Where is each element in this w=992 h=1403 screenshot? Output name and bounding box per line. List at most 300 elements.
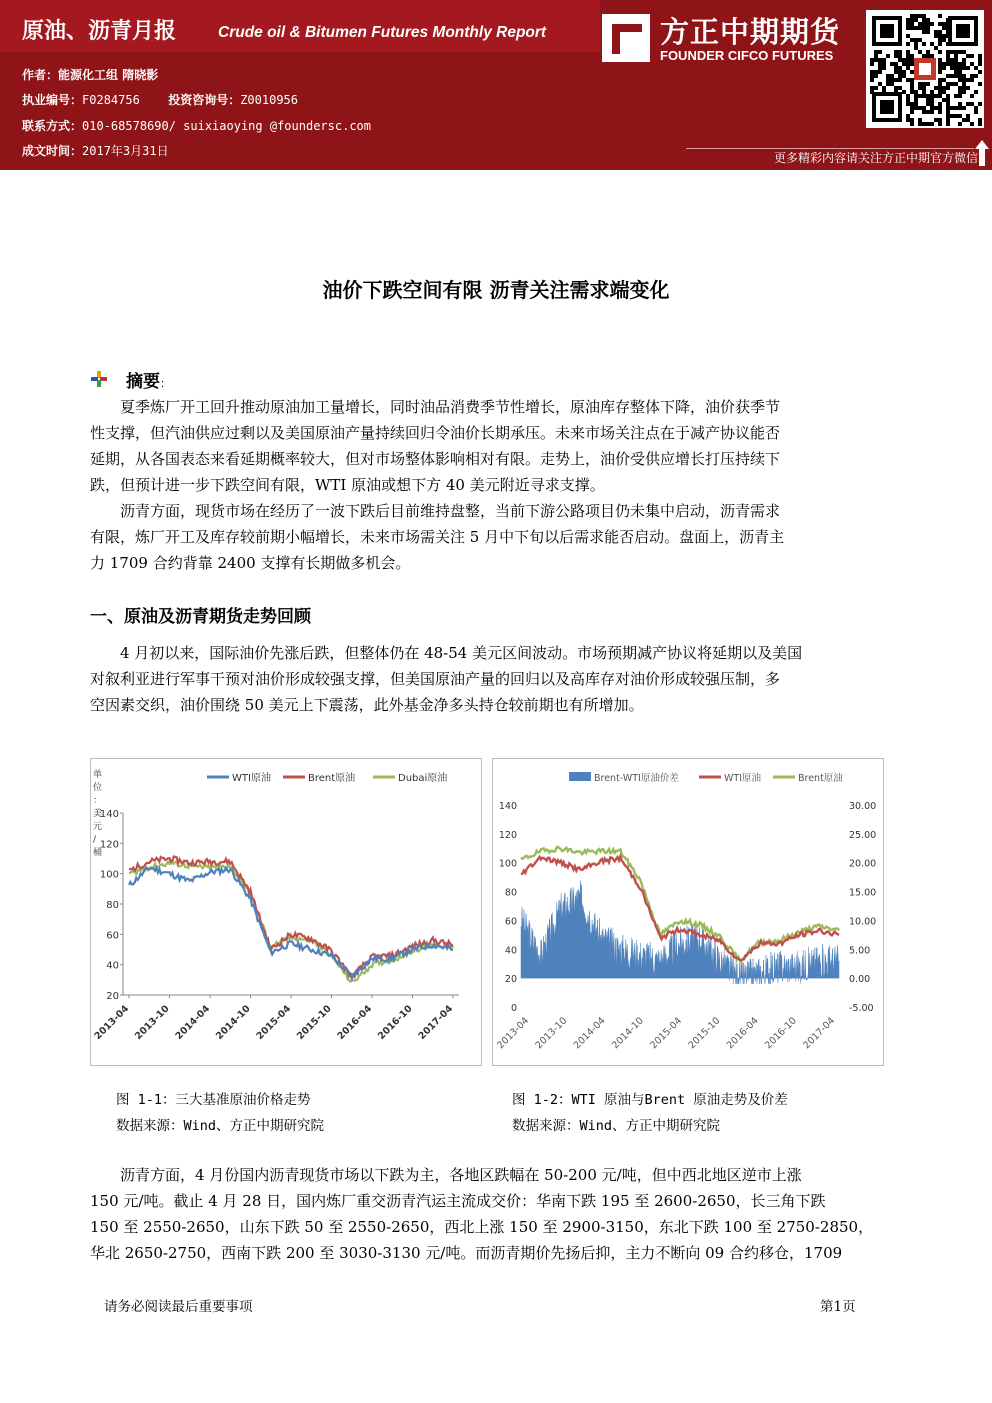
- qr-module: [938, 66, 942, 70]
- author-value: 能源化工组 隋晓影: [58, 68, 159, 82]
- qr-module: [978, 54, 982, 58]
- y-axis-label-char: 位: [93, 783, 103, 793]
- qr-module: [942, 22, 946, 26]
- y2-tick-label: -5.00: [849, 1003, 874, 1014]
- qr-module: [918, 38, 922, 42]
- qr-module: [874, 74, 878, 78]
- qr-module: [942, 98, 946, 102]
- figure-1-source: 数据来源：Wind、方正中期研究院: [116, 1118, 325, 1134]
- qr-module: [946, 122, 950, 126]
- qr-module: [930, 54, 934, 58]
- qr-module: [938, 14, 942, 18]
- qr-module: [946, 58, 950, 62]
- qr-module: [962, 106, 966, 110]
- qr-module: [898, 86, 902, 90]
- qr-module: [890, 62, 894, 66]
- qr-module: [938, 86, 942, 90]
- qr-module: [922, 86, 926, 90]
- qr-module: [910, 54, 914, 58]
- figure-1-caption: 图 1-1：三大基准原油价格走势: [116, 1092, 311, 1108]
- x-tick-label: 2015-04: [254, 1003, 294, 1042]
- qr-module: [946, 86, 950, 90]
- y-tick-label: 60: [504, 916, 517, 928]
- qr-module: [918, 118, 922, 122]
- qr-module: [958, 94, 962, 98]
- legend-label: Dubai原油: [398, 773, 448, 784]
- logo-text-cn: 方正中期期货: [660, 15, 841, 49]
- qr-module: [894, 86, 898, 90]
- qr-module: [870, 62, 874, 66]
- qr-module: [910, 122, 914, 126]
- qr-module: [922, 90, 926, 94]
- qr-module: [954, 114, 958, 118]
- qr-module: [926, 82, 930, 86]
- y-tick-label: 60: [106, 930, 119, 942]
- qr-module: [894, 78, 898, 82]
- qr-module: [954, 74, 958, 78]
- x-tick-label: 2014-10: [214, 1003, 253, 1042]
- qr-module: [906, 26, 910, 30]
- qr-module: [958, 66, 962, 70]
- date-label: 成文时间：: [22, 144, 83, 158]
- qr-module: [938, 50, 942, 54]
- qr-module: [934, 106, 938, 110]
- date-line: [22, 142, 169, 159]
- qr-module: [934, 30, 938, 34]
- qr-module: [922, 18, 926, 22]
- qr-module: [894, 70, 898, 74]
- qr-module: [978, 102, 982, 106]
- qr-module: [870, 86, 874, 90]
- qr-module: [910, 14, 914, 18]
- qr-module: [950, 74, 954, 78]
- qr-module: [978, 82, 982, 86]
- qr-module: [938, 38, 942, 42]
- qr-module: [874, 58, 878, 62]
- qr-module: [906, 118, 910, 122]
- qr-module: [962, 82, 966, 86]
- qr-module: [902, 74, 906, 78]
- qr-module: [918, 82, 922, 86]
- qr-module: [882, 62, 886, 66]
- qr-module: [874, 54, 878, 58]
- y-tick-label: 120: [498, 829, 517, 841]
- y2-tick-label: 15.00: [849, 887, 877, 899]
- qr-module: [974, 66, 978, 70]
- text-line: 4 月初以来，国际油价先涨后跌，但整体仍在 48-54 美元区间波动。市场预期减产协议将延期以及美国: [120, 644, 803, 662]
- logo-text-en: FOUNDER CIFCO FUTURES: [660, 48, 834, 63]
- qr-module: [958, 122, 962, 126]
- qr-module: [914, 38, 918, 42]
- y-tick-label: 80: [106, 900, 119, 911]
- qr-module: [870, 70, 874, 74]
- qr-module: [930, 122, 934, 126]
- chart-2-svg: [493, 759, 883, 1065]
- y-axis-label-char: 元: [93, 822, 103, 832]
- qr-module: [962, 86, 966, 90]
- y-tick-label: 40: [106, 960, 119, 972]
- qr-module: [922, 30, 926, 34]
- qr-module: [870, 78, 874, 82]
- qr-module: [946, 30, 950, 34]
- qr-module: [938, 94, 942, 98]
- qr-module: [938, 62, 942, 66]
- qr-module: [934, 46, 938, 50]
- x-tick-label: 2014-04: [173, 1003, 213, 1042]
- qr-module: [958, 102, 962, 106]
- report-header: [0, 0, 992, 170]
- qr-module: [894, 66, 898, 70]
- qr-module: [954, 106, 958, 110]
- qr-module: [926, 22, 930, 26]
- qr-module: [906, 42, 910, 46]
- qr-module: [946, 114, 950, 118]
- contact-line: [22, 117, 371, 134]
- qr-module: [978, 118, 982, 122]
- wechat-qr-code: [866, 10, 984, 128]
- x-tick-label: 2016-10: [376, 1003, 415, 1042]
- qr-module: [926, 94, 930, 98]
- qr-module: [958, 50, 962, 54]
- contact-label: 联系方式：: [22, 119, 83, 133]
- qr-module: [934, 94, 938, 98]
- qr-module: [942, 34, 946, 38]
- qr-module: [966, 118, 970, 122]
- qr-module: [974, 110, 978, 114]
- qr-module: [942, 26, 946, 30]
- qr-module: [918, 22, 922, 26]
- qr-module: [946, 18, 950, 22]
- qr-module: [894, 54, 898, 58]
- qr-module: [930, 90, 934, 94]
- qr-module: [946, 118, 950, 122]
- legend-label: WTI原油: [232, 773, 271, 784]
- section-1-heading: 一、原油及沥青期货走势回顾: [90, 607, 311, 627]
- qr-module: [878, 62, 882, 66]
- qr-module: [962, 74, 966, 78]
- qr-module: [918, 50, 922, 54]
- qr-module: [922, 14, 926, 18]
- qr-module: [950, 50, 954, 54]
- y-axis-label-char: 美: [93, 809, 103, 819]
- qr-module: [902, 62, 906, 66]
- qr-module: [910, 18, 914, 22]
- qr-module: [922, 26, 926, 30]
- qr-module: [918, 122, 922, 126]
- qr-module: [934, 118, 938, 122]
- qr-module: [922, 106, 926, 110]
- y2-tick-label: 0.00: [849, 974, 871, 986]
- qr-module: [890, 82, 894, 86]
- qr-module: [954, 62, 958, 66]
- qr-module: [962, 118, 966, 122]
- company-logo: [602, 14, 862, 70]
- qr-module: [902, 90, 906, 94]
- qr-module: [970, 54, 974, 58]
- qr-module: [950, 114, 954, 118]
- legend-label: WTI原油: [724, 773, 761, 784]
- qr-module: [942, 86, 946, 90]
- qr-module: [874, 86, 878, 90]
- qr-module: [898, 66, 902, 70]
- qr-module: [942, 62, 946, 66]
- qr-module: [914, 26, 918, 30]
- qr-module: [894, 90, 898, 94]
- qr-module: [958, 114, 962, 118]
- y-axis-label-char: 单: [93, 770, 103, 780]
- qr-module: [914, 102, 918, 106]
- qr-module: [938, 42, 942, 46]
- qr-module: [966, 86, 970, 90]
- qr-module: [946, 74, 950, 78]
- qr-module: [918, 94, 922, 98]
- qr-module: [946, 34, 950, 38]
- text-line: 夏季炼厂开工回升推动原油加工量增长，同时油品消费季节性增长，原油库存整体下降，油价获季节: [120, 398, 781, 416]
- qr-module: [942, 78, 946, 82]
- x-tick-label: 2015-10: [686, 1015, 723, 1052]
- qr-module: [890, 74, 894, 78]
- follow-wechat-text: 更多精彩内容请关注方正中期官方微信: [773, 151, 978, 165]
- y-axis-label-char: 桶: [93, 848, 103, 858]
- qr-module: [926, 110, 930, 114]
- qr-module: [898, 50, 902, 54]
- qr-module: [910, 26, 914, 30]
- qr-module: [922, 54, 926, 58]
- qr-module: [906, 94, 910, 98]
- qr-module: [946, 42, 950, 46]
- chart-crude-benchmarks: [90, 758, 482, 1066]
- qr-module: [882, 66, 886, 70]
- qr-module: [926, 98, 930, 102]
- qr-module: [906, 98, 910, 102]
- qr-module: [946, 110, 950, 114]
- qr-module: [926, 54, 930, 58]
- y-tick-label: 140: [99, 809, 119, 820]
- qr-module: [954, 50, 958, 54]
- qr-module: [954, 58, 958, 62]
- qr-module: [962, 58, 966, 62]
- qr-module: [898, 54, 902, 58]
- text-line: 华北 2650-2750，西南下跌 200 至 3030-3130 元/吨。而沥青期价先扬后抑，主力不断向 09 合约移仓，1709: [90, 1244, 843, 1262]
- qr-module: [938, 78, 942, 82]
- qr-module: [966, 54, 970, 58]
- qr-module: [930, 42, 934, 46]
- qr-module: [922, 82, 926, 86]
- qr-module: [906, 78, 910, 82]
- series-line-WTI原油: [129, 868, 453, 979]
- qr-module: [870, 90, 874, 94]
- qr-module: [974, 106, 978, 110]
- qr-module: [946, 26, 950, 30]
- x-tick-label: 2016-04: [335, 1003, 375, 1042]
- qr-module: [922, 22, 926, 26]
- x-tick-label: 2013-10: [133, 1003, 172, 1042]
- qr-module: [942, 66, 946, 70]
- text-line: 沥青方面，4 月份国内沥青现货市场以下跌为主，各地区跌幅在 50-200 元/吨，但中西北地区逆市上涨: [120, 1166, 802, 1184]
- arrow-up-icon: [975, 140, 989, 166]
- qr-module: [978, 62, 982, 66]
- qr-module: [926, 30, 930, 34]
- qr-module: [878, 82, 882, 86]
- qr-module: [906, 114, 910, 118]
- qr-module: [938, 90, 942, 94]
- qr-module: [946, 102, 950, 106]
- text-line: 150 至 2550-2650，山东下跌 50 至 2550-2650，西北上涨 150 至 2900-3150，东北下跌 100 至 2750-2850，: [90, 1218, 874, 1236]
- qr-module: [906, 34, 910, 38]
- x-tick-label: 2017-04: [801, 1015, 838, 1052]
- qr-module: [926, 102, 930, 106]
- qr-module: [946, 106, 950, 110]
- qr-module: [954, 66, 958, 70]
- document-title: 油价下跌空间有限 沥青关注需求端变化: [322, 278, 670, 302]
- x-tick-label: 2015-10: [295, 1003, 334, 1042]
- qr-module: [922, 94, 926, 98]
- qr-module: [886, 78, 890, 82]
- series-line-Dubai原油: [129, 862, 453, 982]
- summary-heading: 摘要：: [126, 372, 171, 392]
- qr-module: [938, 82, 942, 86]
- qr-module: [910, 58, 914, 62]
- qr-module: [914, 42, 918, 46]
- qr-module: [942, 38, 946, 42]
- license-label: 执业编号：: [22, 93, 83, 107]
- qr-module: [946, 22, 950, 26]
- qr-module: [978, 58, 982, 62]
- qr-module: [898, 78, 902, 82]
- qr-module: [926, 50, 930, 54]
- y-tick-label: 40: [504, 945, 517, 957]
- y-tick-label: 140: [498, 801, 517, 812]
- qr-module: [906, 50, 910, 54]
- qr-module: [938, 102, 942, 106]
- qr-module: [898, 74, 902, 78]
- x-tick-label: 2013-04: [495, 1015, 532, 1052]
- qr-module: [910, 102, 914, 106]
- license-line: [22, 91, 298, 108]
- qr-module: [950, 62, 954, 66]
- qr-module: [978, 122, 982, 126]
- qr-module: [958, 86, 962, 90]
- legend-label: Brent原油: [308, 773, 356, 784]
- qr-module: [930, 106, 934, 110]
- qr-module: [906, 18, 910, 22]
- bullet-icon: [91, 371, 107, 387]
- qr-module: [970, 122, 974, 126]
- qr-module: [926, 18, 930, 22]
- text-line: 对叙利亚进行军事干预对油价形成较强支撑，但美国原油产量的回归以及高库存对油价形成较强压制，多: [90, 670, 781, 688]
- y-tick-label: 20: [106, 991, 119, 1002]
- qr-module: [914, 90, 918, 94]
- qr-module: [946, 62, 950, 66]
- qr-module: [954, 82, 958, 86]
- qr-module: [894, 62, 898, 66]
- qr-module: [918, 26, 922, 30]
- qr-module: [950, 66, 954, 70]
- figure-2-caption: 图 1-2：WTI 原油与Brent 原油走势及价差: [512, 1092, 788, 1108]
- consult-label: 投资咨询号：: [168, 93, 241, 107]
- y2-tick-label: 30.00: [849, 801, 877, 812]
- qr-module: [946, 54, 950, 58]
- qr-module: [978, 70, 982, 74]
- author-line: [22, 66, 158, 83]
- qr-pattern: [866, 10, 984, 128]
- summary-paragraph-2: [90, 498, 912, 576]
- qr-module: [914, 14, 918, 18]
- qr-module: [958, 70, 962, 74]
- qr-module: [958, 74, 962, 78]
- qr-module: [886, 54, 890, 58]
- qr-module: [910, 70, 914, 74]
- y-tick-label: 20: [504, 974, 517, 986]
- qr-module: [894, 50, 898, 54]
- qr-module: [914, 106, 918, 110]
- logo-mark-icon: [602, 14, 650, 62]
- y-tick-label: 80: [504, 887, 517, 899]
- text-line: 性支撑，但汽油供应过剩以及美国原油产量持续回归令油价长期承压。未来市场关注点在于减产协议能否: [90, 424, 781, 442]
- qr-module: [910, 110, 914, 114]
- qr-module: [962, 62, 966, 66]
- y2-tick-label: 20.00: [849, 858, 877, 870]
- qr-module: [970, 62, 974, 66]
- qr-module: [966, 66, 970, 70]
- qr-module: [898, 70, 902, 74]
- qr-module: [882, 90, 886, 94]
- qr-module: [950, 106, 954, 110]
- qr-module: [930, 22, 934, 26]
- qr-module: [878, 58, 882, 62]
- y-tick-label: 120: [99, 839, 119, 851]
- text-line: 沥青方面，现货市场在经历了一波下跌后目前维持盘整，当前下游公路项目仍未集中启动，沥青需求: [120, 502, 781, 520]
- qr-module: [906, 58, 910, 62]
- x-tick-label: 2014-04: [571, 1015, 608, 1052]
- qr-module: [954, 94, 958, 98]
- qr-module: [922, 110, 926, 114]
- page-number: 第1页: [820, 1299, 856, 1315]
- qr-module: [902, 70, 906, 74]
- y2-tick-label: 10.00: [849, 916, 877, 928]
- qr-module: [906, 66, 910, 70]
- qr-module: [962, 50, 966, 54]
- qr-module: [938, 70, 942, 74]
- qr-module: [914, 98, 918, 102]
- qr-module: [938, 118, 942, 122]
- qr-module: [890, 78, 894, 82]
- qr-module: [906, 22, 910, 26]
- qr-module: [902, 58, 906, 62]
- footer-disclaimer: 请务必阅读最后重要事项: [104, 1299, 253, 1315]
- legend-swatch: [569, 772, 591, 781]
- section-1-paragraph-2: [90, 1162, 912, 1266]
- qr-module: [930, 98, 934, 102]
- qr-module: [958, 90, 962, 94]
- qr-module: [898, 58, 902, 62]
- qr-module: [914, 46, 918, 50]
- qr-module: [910, 90, 914, 94]
- qr-module: [914, 94, 918, 98]
- qr-module: [910, 86, 914, 90]
- qr-module: [962, 90, 966, 94]
- y-axis-label-char: ：: [93, 796, 103, 806]
- qr-module: [870, 58, 874, 62]
- qr-module: [930, 110, 934, 114]
- qr-module: [878, 70, 882, 74]
- y-tick-label: 100: [99, 869, 119, 881]
- consult-value: Z0010956: [240, 93, 298, 107]
- qr-module: [938, 122, 942, 126]
- qr-module: [966, 114, 970, 118]
- x-tick-label: 2013-10: [533, 1015, 570, 1052]
- qr-module: [922, 122, 926, 126]
